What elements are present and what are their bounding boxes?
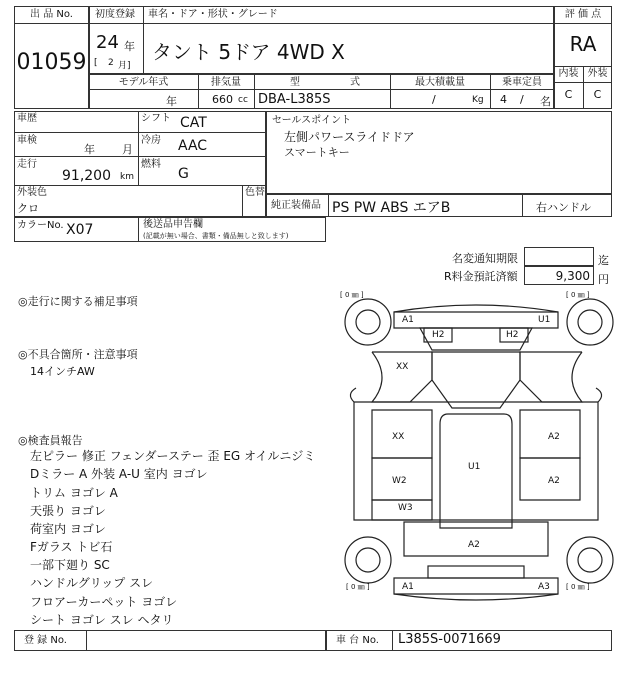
load-slash: / [432, 93, 436, 106]
inspector-item: 天張り ヨゴレ [30, 504, 106, 518]
recycle-unit: 円 [598, 273, 609, 286]
name-change-box [524, 247, 594, 266]
exterior-grade: C [593, 88, 602, 101]
recycle-amount: 9,300 [555, 269, 590, 283]
mark-front-bumper-right: U1 [538, 315, 551, 325]
shaken-year-unit: 年 [84, 143, 95, 156]
details-left-box [14, 111, 266, 217]
type-label-a: 型 [290, 77, 300, 88]
tire-rear-right [567, 537, 613, 583]
chassis-label: 車 台 No. [336, 635, 379, 646]
first-reg-year-unit: 年 [124, 40, 135, 53]
mark-roof: U1 [468, 462, 481, 472]
load-unit: Kg [472, 95, 484, 105]
history-label: 車歴 [17, 113, 37, 124]
mark-rear-bumper-left: A1 [402, 582, 414, 592]
capacity-slash: / [520, 93, 524, 106]
front-bumper [394, 312, 558, 328]
tire-rear-right-depth: [ 0 ㎜ ] [566, 583, 590, 591]
car-name-label: 車名・ドア・形状・グレード [148, 9, 278, 20]
right-front-fender [520, 352, 582, 402]
inspector-item: シート ヨゴレ スレ ヘタリ [30, 613, 174, 627]
capacity-unit: 名 [540, 95, 551, 108]
mark-headlight-left: H2 [432, 330, 445, 340]
mileage-label: 走行 [17, 159, 37, 170]
ac-label: 冷房 [141, 135, 161, 146]
shaken-month-unit: 月 [122, 143, 133, 156]
color-value: クロ [17, 202, 39, 215]
month-bracket: [ [94, 58, 98, 68]
defect-item: 14インチAW [30, 365, 95, 378]
displacement-label: 排気量 [211, 77, 241, 88]
mark-right-rear-door: A2 [548, 476, 560, 486]
name-change-label: 名変通知期限 [452, 252, 518, 265]
defect-notes-label: ◎不具合箇所・注意事項 [18, 348, 138, 361]
shift-value: CAT [180, 115, 207, 131]
displacement-unit: cc [238, 95, 248, 105]
mark-left-quarter: W3 [398, 503, 413, 513]
inspector-label: ◎検査員報告 [18, 434, 83, 447]
lot-number: 01059 [16, 50, 87, 75]
mark-headlight-right: H2 [506, 330, 519, 340]
sales-point-2: スマートキー [284, 146, 350, 159]
color-no-value: X07 [66, 222, 94, 238]
interior-grade: C [564, 88, 573, 101]
tire-rear-left [345, 537, 391, 583]
delivery-label: 後送品申告欄 [143, 219, 203, 230]
lot-label: 出 品 No. [30, 9, 73, 20]
tire-front-left [345, 299, 391, 345]
inspector-item: トリム ヨゴレ A [30, 486, 118, 500]
ac-value: AAC [178, 138, 208, 154]
capacity-label: 乗車定員 [502, 77, 542, 88]
sales-point-1: 左側パワースライドドア [284, 130, 415, 144]
color-no-label: カラーNo. [17, 220, 64, 231]
exterior-label: 外装 [587, 68, 608, 79]
fuel-value: G [178, 166, 189, 182]
inspector-item: 左ピラー 修正 フェンダーステー 歪 EG オイルニジミ [30, 449, 316, 463]
inspector-item: ハンドルグリップ スレ [30, 576, 154, 590]
score-label: 評 価 点 [564, 9, 602, 20]
tire-front-left-depth: [ 0 ㎜ ] [340, 291, 364, 299]
first-reg-label: 初度登録 [95, 9, 135, 20]
car-name: タント 5ドア 4WD X [152, 40, 345, 64]
first-reg-month: 2 [108, 58, 114, 68]
windshield [432, 352, 520, 408]
recycle-label: R料金預託済額 [444, 270, 518, 283]
mark-left-front-door: XX [392, 432, 405, 442]
repaint-label: 色替 [245, 187, 265, 198]
mark-front-bumper-left: A1 [402, 315, 414, 325]
model-year-label: モデル年式 [118, 77, 169, 88]
first-reg-year: 24 [96, 32, 119, 53]
tire-front-right-depth: [ 0 ㎜ ] [566, 291, 590, 299]
displacement-value: 660 [212, 93, 233, 106]
fuel-label: 燃料 [141, 159, 161, 170]
tire-front-right [567, 299, 613, 345]
registration-label: 登 録 No. [24, 635, 67, 646]
chassis-number: L385S-0071669 [398, 632, 501, 647]
model-year-unit: 年 [166, 95, 177, 108]
back-door [404, 522, 548, 556]
rear-bumper [394, 578, 558, 594]
shift-label: シフト [141, 113, 171, 124]
driving-notes-label: ◎走行に関する補足事項 [18, 295, 138, 308]
equipment-value: PS PW ABS エアB [332, 200, 451, 216]
mark-left-rear-door: W2 [392, 476, 407, 486]
mark-back-door: A2 [468, 540, 480, 550]
score-value: RA [569, 32, 597, 56]
first-reg-month-unit: 月] [118, 61, 131, 71]
sales-point-label: セールスポイント [272, 115, 352, 126]
type-label-b: 式 [350, 77, 360, 88]
equipment-label: 純正装備品 [271, 200, 321, 211]
inspector-item: 荷室内 ヨゴレ [30, 522, 106, 536]
mark-left-front-fender: XX [396, 362, 409, 372]
steering-value: 右ハンドル [536, 201, 591, 214]
color-label: 外装色 [17, 187, 47, 198]
delivery-note: (記載が無い場合、書類・備品無しと致します) [143, 232, 289, 240]
inspector-item: 一部下廻り SC [30, 558, 110, 572]
body-outline [354, 402, 598, 520]
inspector-item: Fガラス トビ石 [30, 540, 113, 554]
shaken-label: 車検 [17, 135, 37, 146]
type-code: DBA-L385S [258, 92, 331, 107]
mileage-unit: km [120, 172, 134, 182]
inspector-item: Dミラー A 外装 A-U 室内 ヨゴレ [30, 467, 208, 481]
mark-right-front-door: A2 [548, 432, 560, 442]
left-mirror [350, 388, 356, 402]
license-plate [428, 566, 524, 578]
interior-label: 内装 [558, 68, 579, 79]
right-mirror [596, 388, 602, 402]
tire-rear-left-depth: [ 0 ㎜ ] [346, 583, 370, 591]
mileage-value: 91,200 [62, 168, 111, 184]
mark-rear-bumper-right: A3 [538, 582, 550, 592]
max-load-label: 最大積載量 [415, 77, 465, 88]
capacity-value: 4 [500, 93, 507, 106]
left-front-fender [372, 352, 432, 402]
name-change-unit: 迄 [598, 254, 609, 267]
inspector-item: フロアーカーペット ヨゴレ [30, 595, 178, 609]
